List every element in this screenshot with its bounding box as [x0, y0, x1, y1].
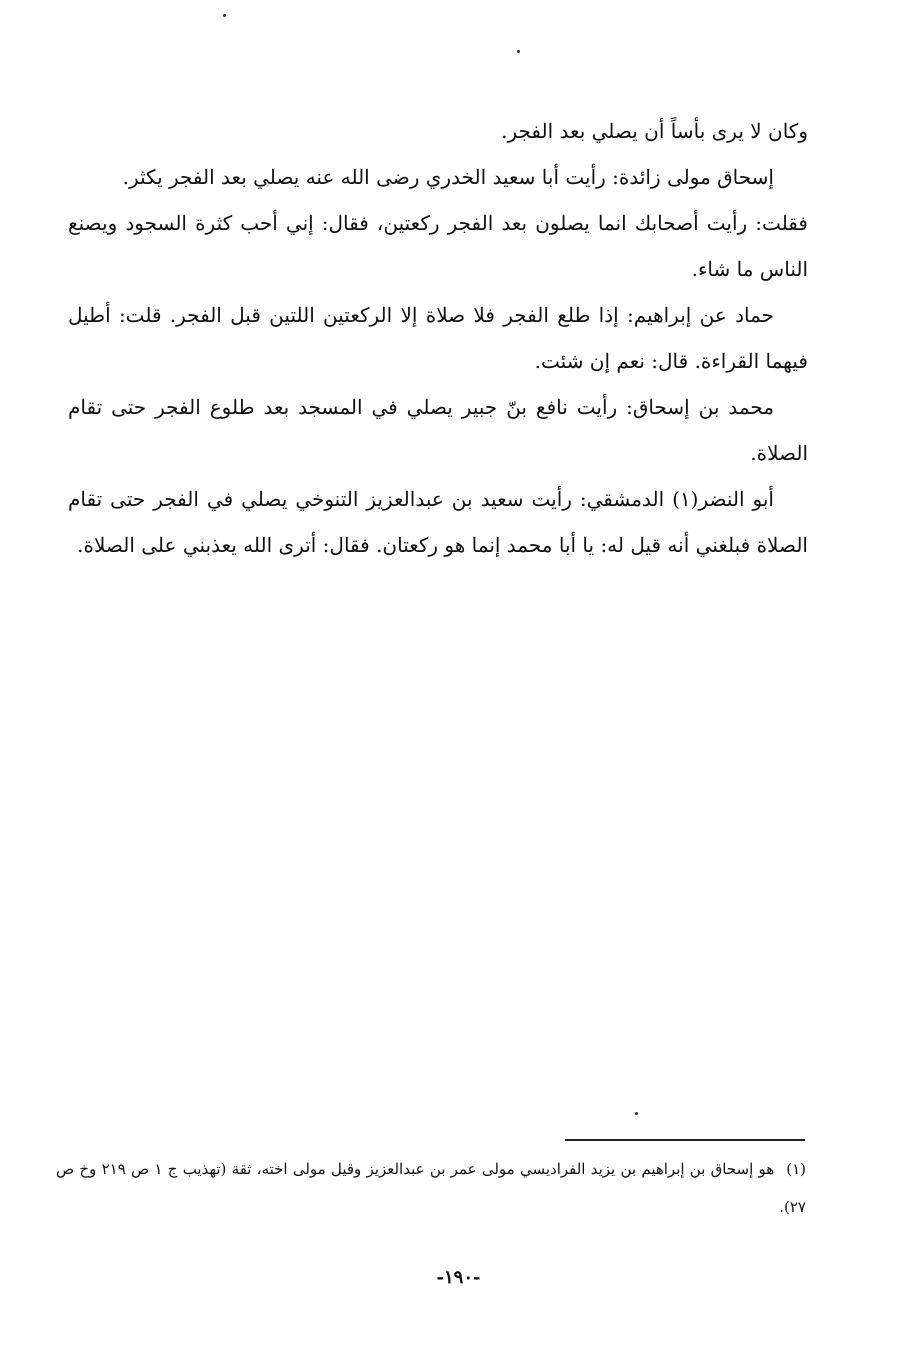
paragraph: أبو النضر(١) الدمشقي: رأيت سعيد بن عبدالعزيز التنوخي يصلي في الفجر حتى تقام الصلاة فبلغني أنه قيل له: يا أبا محمد إنما هو ركعتان. فقال: أترى الله يعذبني على الصلاة.: [68, 487, 808, 557]
scan-speck: [223, 14, 226, 17]
paragraph: حماد عن إبراهيم: إذا طلع الفجر فلا صلاة إلا الركعتين اللتين قبل الفجر. قلت: أطيل فيهما القراءة. قال: نعم إن شئت.: [68, 303, 808, 373]
body-text: [68, 108, 808, 568]
footnote-marker: (١): [786, 1160, 806, 1178]
footnote-text: هو إسحاق بن إبراهيم بن يزيد الفراديسي مولى عمر بن عبدالعزيز وقيل مولى اخته، ثقة (تهذيب ج ١ ص ٢١٩ وخ ص ٢٧).: [56, 1160, 806, 1216]
paragraph: فقلت: رأيت أصحابك انما يصلون بعد الفجر ركعتين، فقال: إني أحب كثرة السجود ويصنع الناس ما شاء.: [68, 211, 808, 281]
footnote: [56, 1150, 806, 1226]
paragraph: إسحاق مولى زائدة: رأيت أبا سعيد الخدري رضى الله عنه يصلي بعد الفجر يكثر.: [122, 165, 774, 189]
footnote-divider: [565, 1139, 805, 1141]
scan-speck: [517, 50, 520, 53]
paragraph: محمد بن إسحاق: رأيت نافع بنّ جبير يصلي في المسجد بعد طلوع الفجر حتى تقام الصلاة.: [68, 395, 808, 465]
paragraph: وكان لا يرى بأساً أن يصلي بعد الفجر.: [501, 119, 808, 143]
scan-speck: [635, 1112, 638, 1115]
page-number: -١٩٠-: [436, 1267, 481, 1288]
